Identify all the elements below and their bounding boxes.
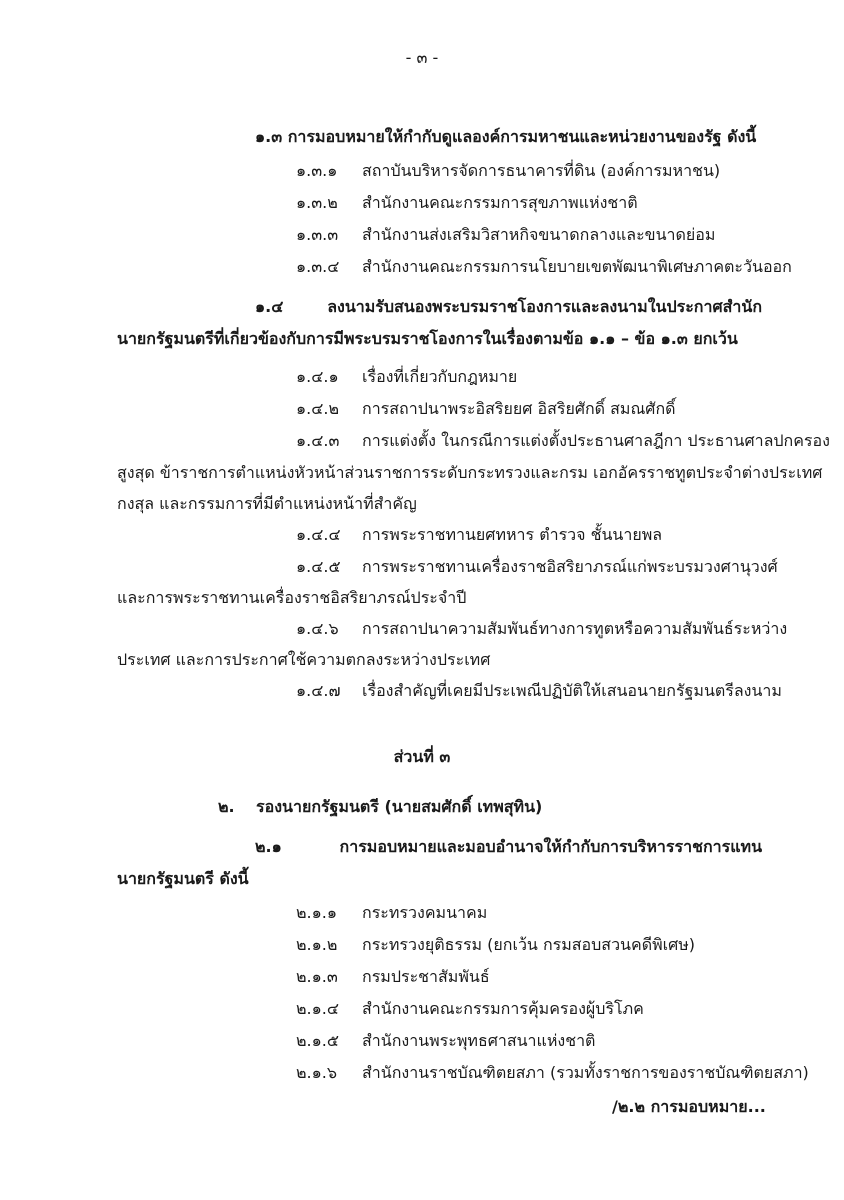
section-2-title: รองนายกรัฐมนตรี (นายสมศักดิ์ เทพสุทิน) <box>256 797 543 816</box>
item-number: ๑.๔.๑ <box>296 367 339 386</box>
item-text: กระทรวงคมนาคม <box>362 903 488 922</box>
item-number: ๒.๑.๖ <box>296 1063 338 1082</box>
item-number: ๒.๑.๓ <box>296 967 338 986</box>
item-text-continued: ประเทศ และการประกาศใช้ความตกลงระหว่างประเทศ <box>117 650 491 669</box>
section-1-4-heading-line1: ๑.๔ ลงนามรับสนองพระบรมราชโองการและลงนามในประกาศสำนัก <box>255 297 762 316</box>
item-number: ๑.๔.๖ <box>296 619 339 638</box>
item-number: ๒.๑.๑ <box>296 903 338 922</box>
item-text-continued: และการพระราชทานเครื่องราชอิสริยาภรณ์ประจำปี <box>117 588 467 607</box>
item-number: ๑.๓.๑ <box>296 161 338 180</box>
item-number: ๑.๔.๕ <box>296 557 341 576</box>
part-title: ส่วนที่ ๓ <box>393 747 451 766</box>
section-2-number: ๒. <box>218 797 235 816</box>
item-text: กรมประชาสัมพันธ์ <box>362 967 490 986</box>
item-number: ๑.๓.๒ <box>296 193 338 212</box>
item-number: ๑.๔.๔ <box>296 525 341 544</box>
item-text: กระทรวงยุติธรรม (ยกเว้น กรมสอบสวนคดีพิเศษ) <box>362 935 696 954</box>
section-1-4-heading-line2: นายกรัฐมนตรีที่เกี่ยวข้องกับการมีพระบรมราชโองการในเรื่องตามข้อ ๑.๑ – ข้อ ๑.๓ ยกเว้น <box>117 329 738 348</box>
item-text: สำนักงานคณะกรรมการนโยบายเขตพัฒนาพิเศษภาคตะวันออก <box>362 257 792 276</box>
item-text: การสถาปนาความสัมพันธ์ทางการทูตหรือความสัมพันธ์ระหว่าง <box>362 619 788 638</box>
item-number: ๑.๓.๔ <box>296 257 340 276</box>
continuation-note: /๒.๒ การมอบหมาย... <box>612 1097 766 1116</box>
item-number: ๒.๑.๕ <box>296 1031 339 1050</box>
item-text: สำนักงานคณะกรรมการคุ้มครองผู้บริโภค <box>362 999 644 1018</box>
item-text: เรื่องที่เกี่ยวกับกฎหมาย <box>362 367 518 386</box>
section-2-1-heading-line1: ๒.๑ การมอบหมายและมอบอำนาจให้กำกับการบริหารราชการแทน <box>255 837 762 856</box>
item-text: สำนักงานราชบัณฑิตยสภา (รวมทั้งราชการของราชบัณฑิตยสภา) <box>362 1063 809 1082</box>
item-number: ๑.๔.๗ <box>296 681 341 700</box>
item-text-continued: สูงสุด ข้าราชการตำแหน่งหัวหน้าส่วนราชการระดับกระทรวงและกรม เอกอัครราชทูตประจำต่างประเทศ <box>117 463 823 482</box>
item-number: ๑.๔.๒ <box>296 399 339 418</box>
item-text: สถาบันบริหารจัดการธนาคารที่ดิน (องค์การมหาชน) <box>362 161 721 180</box>
item-text: การพระราชทานเครื่องราชอิสริยาภรณ์แก่พระบรมวงศานุวงศ์ <box>362 557 778 576</box>
item-text: สำนักงานพระพุทธศาสนาแห่งชาติ <box>362 1031 596 1050</box>
item-number: ๑.๓.๓ <box>296 225 339 244</box>
section-2-1-heading-line2: นายกรัฐมนตรี ดังนี้ <box>117 869 249 888</box>
item-number: ๒.๑.๒ <box>296 935 338 954</box>
item-text: การพระราชทานยศทหาร ตำรวจ ชั้นนายพล <box>362 525 663 544</box>
item-text: สำนักงานส่งเสริมวิสาหกิจขนาดกลางและขนาดย่อม <box>362 225 716 244</box>
item-number: ๒.๑.๔ <box>296 999 339 1018</box>
item-text: สำนักงานคณะกรรมการสุขภาพแห่งชาติ <box>362 193 638 212</box>
item-number: ๑.๔.๓ <box>296 431 340 450</box>
item-text-continued: กงสุล และกรรมการที่มีตำแหน่งหน้าที่สำคัญ <box>117 494 417 513</box>
section-1-3-heading: ๑.๓ การมอบหมายให้กำกับดูแลองค์การมหาชนและหน่วยงานของรัฐ ดังนี้ <box>255 127 757 146</box>
item-text: เรื่องสำคัญที่เคยมีประเพณีปฏิบัติให้เสนอนายกรัฐมนตรีลงนาม <box>362 681 782 700</box>
item-text: การแต่งตั้ง ในกรณีการแต่งตั้งประธานศาลฎีกา ประธานศาลปกครอง <box>362 431 830 450</box>
item-text: การสถาปนาพระอิสริยยศ อิสริยศักดิ์ สมณศักดิ์ <box>362 399 676 418</box>
page-number: - ๓ - <box>405 48 439 67</box>
